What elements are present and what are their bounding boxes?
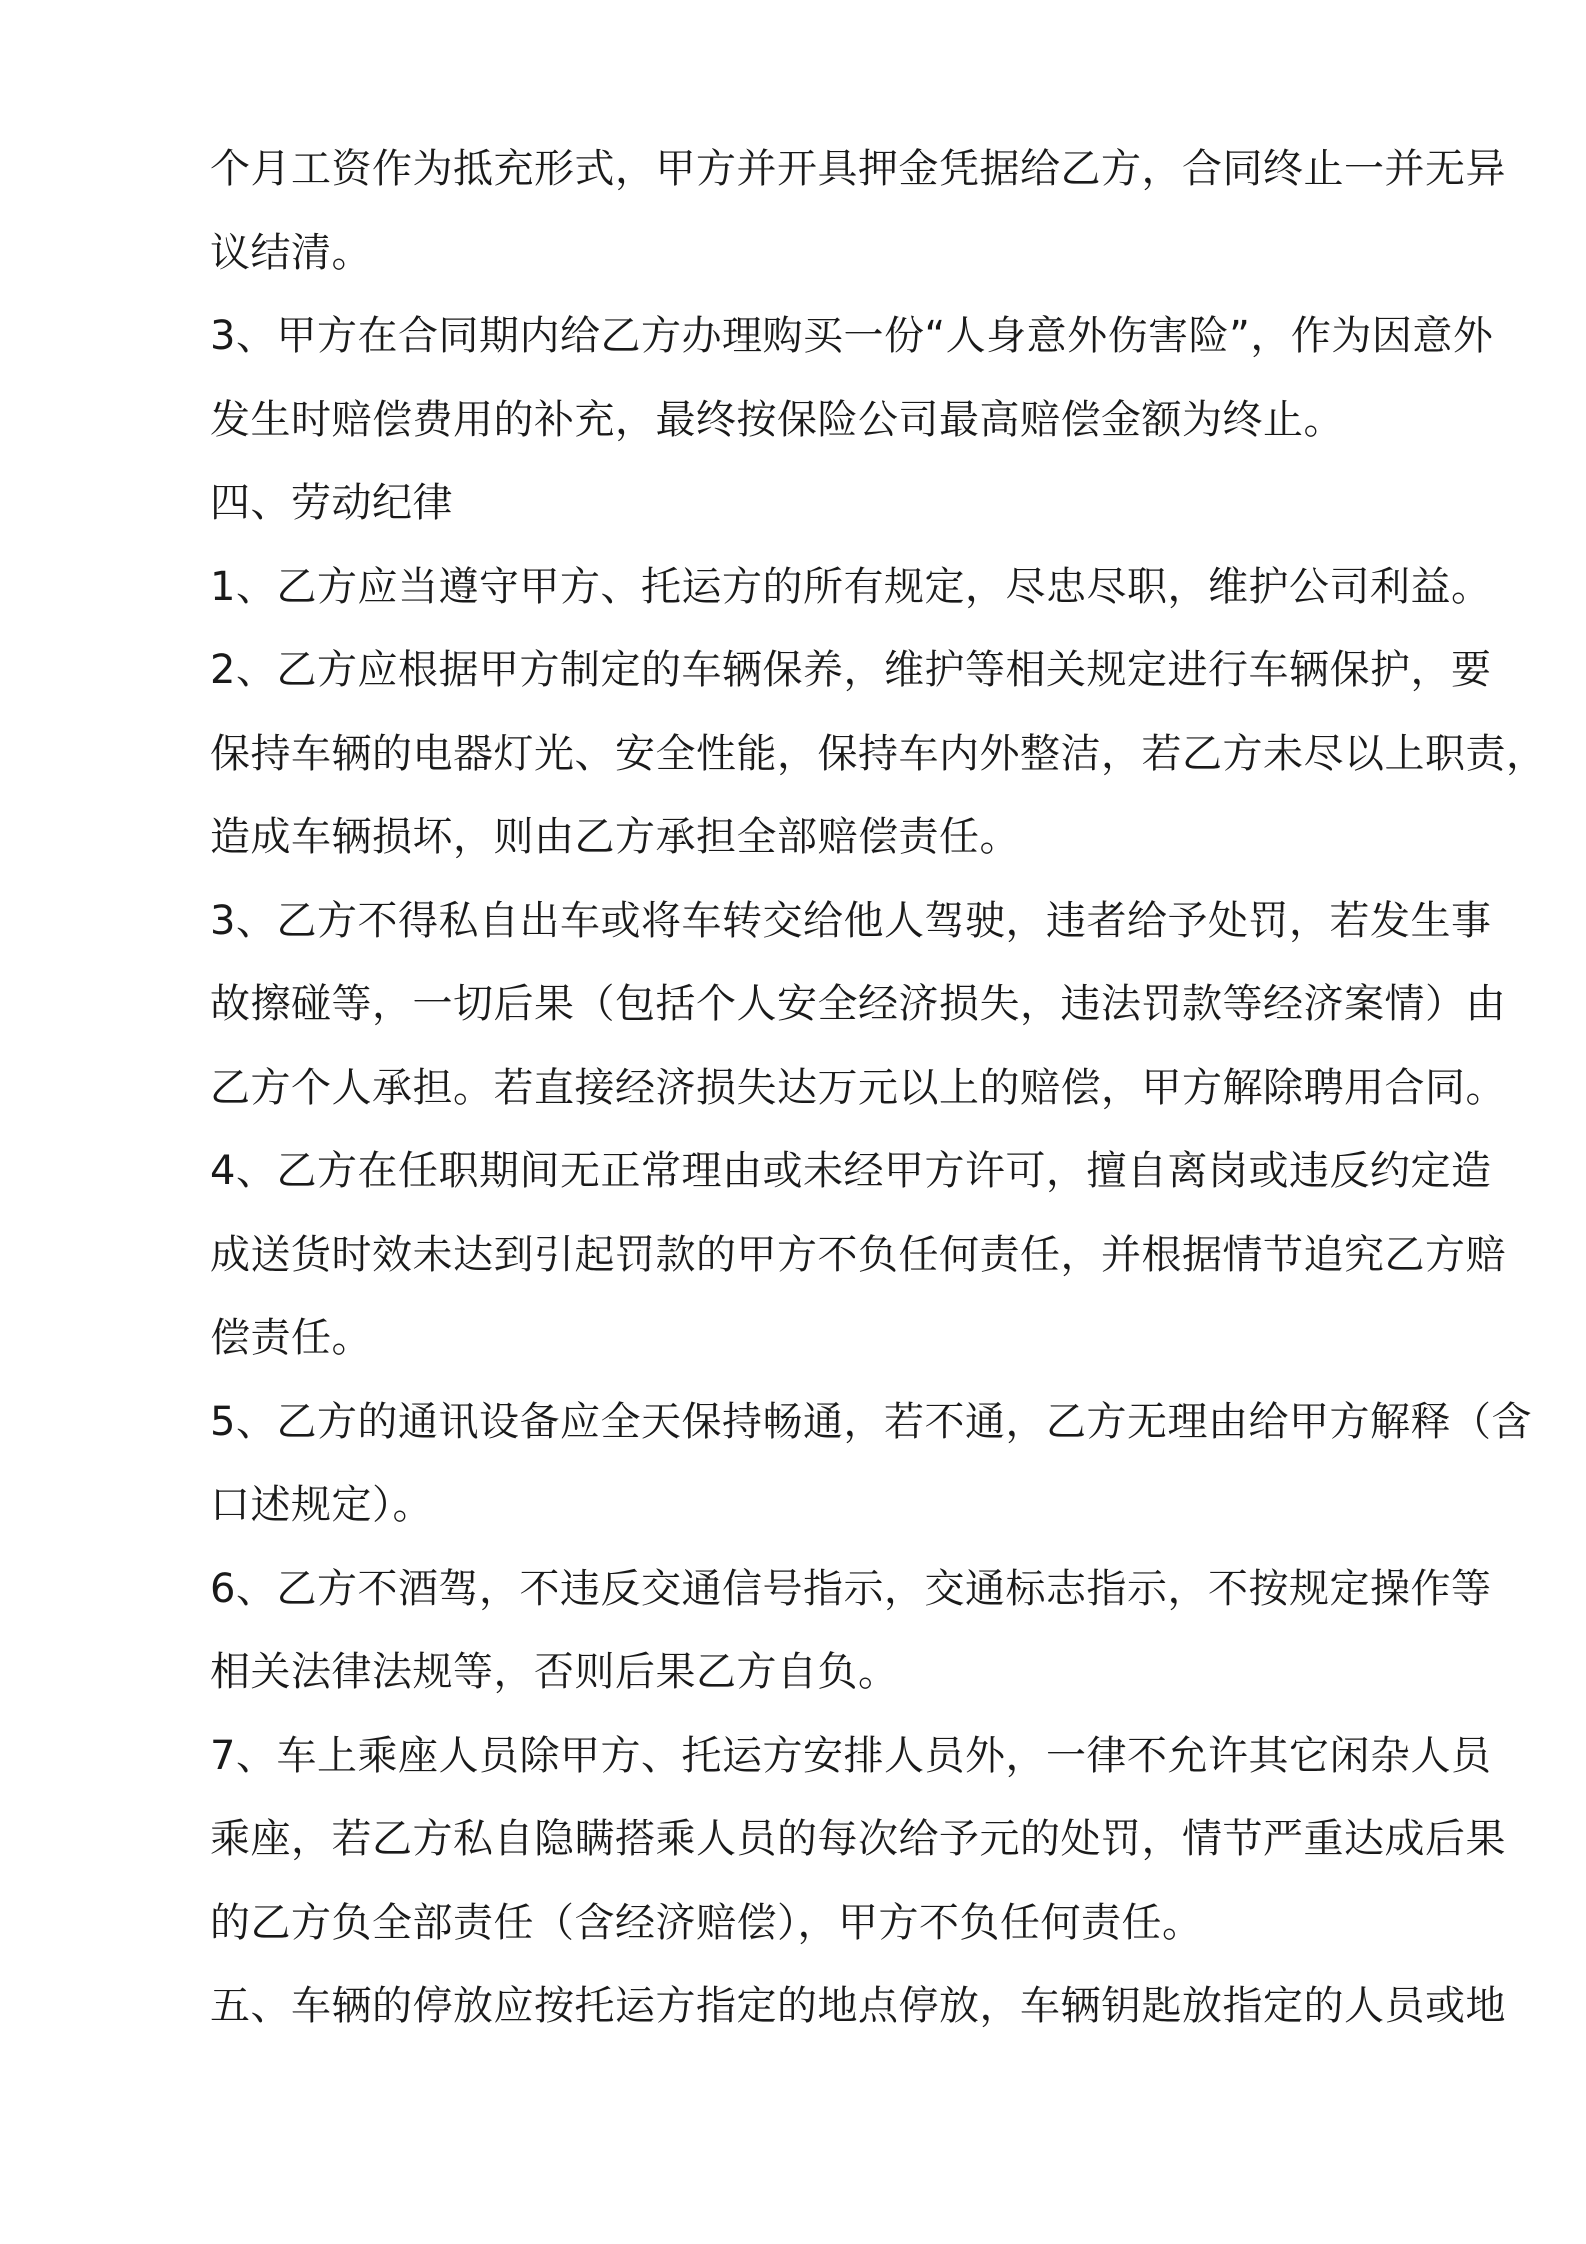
section-heading: 四、劳动纪律	[210, 480, 453, 526]
text-line: 3、甲方在合同期内给乙方办理购买一份“人身意外伤害险”，作为因意外	[210, 313, 1494, 359]
text-line: 1、乙方应当遵守甲方、托运方的所有规定，尽忠尽职，维护公司利益。	[210, 563, 1492, 610]
text-line: 6、乙方不酒驾，不违反交通信号指示，交通标志指示，不按规定操作等	[210, 1565, 1492, 1612]
text-line: 乘座，若乙方私自隐瞒搭乘人员的每次给予元的处罚，情节严重达成后果	[210, 1816, 1506, 1862]
text-line: 乙方个人承担。若直接经济损失达万元以上的赔偿，甲方解除聘用合同。	[210, 1064, 1506, 1111]
text-line: 5、乙方的通讯设备应全天保持畅通，若不通，乙方无理由给甲方解释（含	[210, 1398, 1532, 1445]
document-body	[210, 128, 1547, 2049]
text-line: 4、乙方在任职期间无正常理由或未经甲方许可，擅自离岗或违反约定造	[210, 1148, 1492, 1194]
text-line: 造成车辆损坏，则由乙方承担全部赔偿责任。	[210, 814, 1020, 860]
text-line: 五、车辆的停放应按托运方指定的地点停放，车辆钥匙放指定的人员或地	[210, 1983, 1506, 2029]
text-line: 的乙方负全部责任（含经济赔偿），甲方不负任何责任。	[210, 1899, 1203, 1946]
text-line: 偿责任。	[210, 1315, 372, 1361]
text-line: 故擦碰等，一切后果（包括个人安全经济损失，违法罚款等经济案情）由	[210, 981, 1506, 1027]
text-line: 议结清。	[210, 229, 372, 276]
text-line: 保持车辆的电器灯光、安全性能，保持车内外整洁，若乙方未尽以上职责，	[210, 730, 1547, 777]
text-line: 个月工资作为抵充形式，甲方并开具押金凭据给乙方，合同终止一并无异	[210, 146, 1506, 192]
text-line: 口述规定）。	[210, 1482, 433, 1528]
text-line: 2、乙方应根据甲方制定的车辆保养，维护等相关规定进行车辆保护，要	[210, 647, 1492, 693]
text-line: 成送货时效未达到引起罚款的甲方不负任何责任，并根据情节追究乙方赔	[210, 1231, 1506, 1278]
text-line: 3、乙方不得私自出车或将车转交给他人驾驶，违者给予处罚，若发生事	[210, 897, 1492, 944]
text-line: 7、车上乘座人员除甲方、托运方安排人员外，一律不允许其它闲杂人员	[210, 1732, 1492, 1779]
text-line: 发生时赔偿费用的补充，最终按保险公司最高赔偿金额为终止。	[210, 396, 1344, 443]
text-line: 相关法律法规等，否则后果乙方自负。	[210, 1649, 899, 1695]
